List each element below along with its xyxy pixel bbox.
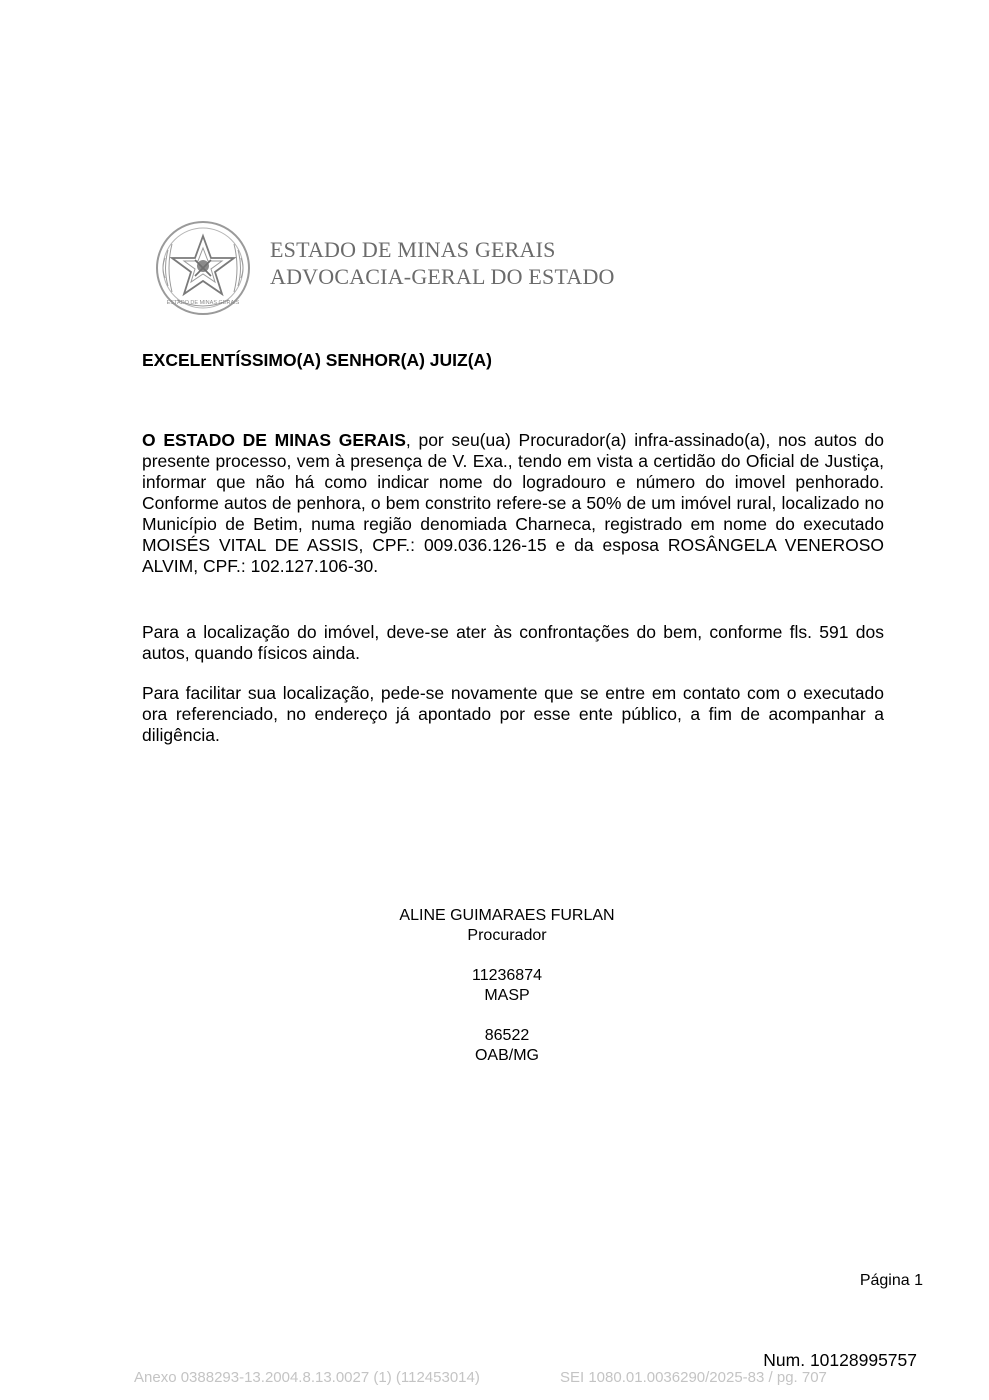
- document-number: Num. 10128995757: [763, 1350, 917, 1370]
- oab-label: OAB/MG: [474, 1047, 539, 1064]
- signer-name: ALINE GUIMARAES FURLAN: [399, 907, 615, 924]
- state-seal: [155, 220, 251, 316]
- paragraph-1-lead: O ESTADO DE MINAS GERAIS: [142, 430, 406, 450]
- paragraph-3: Para facilitar sua localização, pede-se novamente que se entre em contato com o executado ora referenciado, no endereço já apontado por esse ente público, a fim de acompanhar a diligência.: [142, 683, 884, 745]
- letterhead: [270, 236, 615, 290]
- signature-block: [386, 906, 628, 1066]
- paragraph-1: [142, 430, 884, 577]
- signer-role: Procurador: [467, 927, 547, 944]
- oab-number: 86522: [484, 1027, 530, 1044]
- letterhead-agency: ADVOCACIA-GERAL DO ESTADO: [270, 264, 615, 289]
- page-number: Página 1: [859, 1272, 923, 1289]
- masp-number: 11236874: [472, 967, 542, 984]
- footer-annex-reference: Anexo 0388293-13.2004.8.13.0027 (1) (112453014): [134, 1369, 480, 1386]
- minas-gerais-coat-of-arms-icon: [155, 220, 251, 316]
- footer-sei-reference: SEI 1080.01.0036290/2025-83 / pg. 707: [560, 1369, 827, 1386]
- seal-text: ESTADO DE MINAS GERAIS: [166, 300, 240, 306]
- addressee-heading: EXCELENTÍSSIMO(A) SENHOR(A) JUIZ(A): [142, 350, 492, 370]
- paragraph-2: Para a localização do imóvel, deve-se ater às confrontações do bem, conforme fls. 591 dos autos, quando físicos ainda.: [142, 622, 884, 663]
- masp-label: MASP: [484, 987, 530, 1004]
- letterhead-state: ESTADO DE MINAS GERAIS: [270, 237, 556, 262]
- paragraph-1-text: , por seu(ua) Procurador(a) infra-assinado(a), nos autos do presente processo, vem à presença de V. Exa., tendo em vista a certidão do Oficial de Justiça, informar que não há como indicar nome do logradouro e número do imovel penhorado. Conforme autos de penhora, o bem constrito refere-se a 50% de um imóvel rural, localizado no Município de Betim, numa região denomiada Charneca, registrado em nome do executado MOISÉS VITAL DE ASSIS, CPF.: 009.036.126-15 e da esposa ROSÂNGELA VENEROSO ALVIM, CPF.: 102.127.106-30.: [142, 430, 884, 576]
